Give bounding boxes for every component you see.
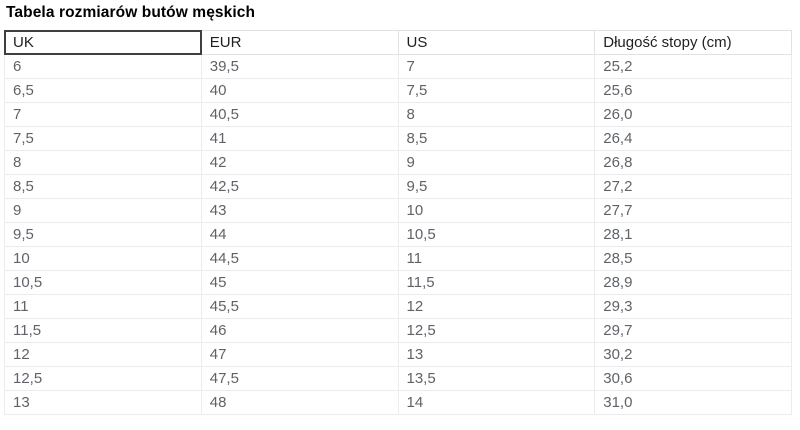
- table-row: [5, 247, 792, 271]
- table-cell-us[interactable]: 9,5: [398, 175, 595, 199]
- table-cell-uk[interactable]: 13: [5, 391, 202, 415]
- size-table: [4, 30, 792, 415]
- table-cell-foot-length-cm[interactable]: 29,7: [595, 319, 792, 343]
- table-cell-eur[interactable]: 40,5: [201, 103, 398, 127]
- table-cell-foot-length-cm[interactable]: 28,9: [595, 271, 792, 295]
- header-row: [5, 31, 792, 55]
- table-cell-foot-length-cm[interactable]: 28,1: [595, 223, 792, 247]
- table-cell-us[interactable]: 9: [398, 151, 595, 175]
- table-cell-uk[interactable]: 12,5: [5, 367, 202, 391]
- table-row: [5, 343, 792, 367]
- table-cell-us[interactable]: 7,5: [398, 79, 595, 103]
- table-cell-eur[interactable]: 44,5: [201, 247, 398, 271]
- table-cell-us[interactable]: 12,5: [398, 319, 595, 343]
- table-row: [5, 175, 792, 199]
- table-row: [5, 319, 792, 343]
- table-cell-eur[interactable]: 43: [201, 199, 398, 223]
- table-cell-eur[interactable]: 45,5: [201, 295, 398, 319]
- table-cell-foot-length-cm[interactable]: 26,4: [595, 127, 792, 151]
- table-cell-foot-length-cm[interactable]: 28,5: [595, 247, 792, 271]
- column-header-uk[interactable]: UK: [5, 31, 202, 55]
- table-cell-us[interactable]: 11: [398, 247, 595, 271]
- column-header-us[interactable]: US: [398, 31, 595, 55]
- table-cell-foot-length-cm[interactable]: 27,7: [595, 199, 792, 223]
- table-cell-uk[interactable]: 11: [5, 295, 202, 319]
- table-cell-uk[interactable]: 6: [5, 55, 202, 79]
- table-cell-uk[interactable]: 11,5: [5, 319, 202, 343]
- table-row: [5, 367, 792, 391]
- table-cell-uk[interactable]: 8,5: [5, 175, 202, 199]
- table-cell-uk[interactable]: 9,5: [5, 223, 202, 247]
- table-cell-us[interactable]: 13: [398, 343, 595, 367]
- table-cell-eur[interactable]: 46: [201, 319, 398, 343]
- table-cell-us[interactable]: 12: [398, 295, 595, 319]
- table-cell-eur[interactable]: 41: [201, 127, 398, 151]
- table-cell-foot-length-cm[interactable]: 25,2: [595, 55, 792, 79]
- table-cell-eur[interactable]: 47: [201, 343, 398, 367]
- table-cell-uk[interactable]: 10: [5, 247, 202, 271]
- table-cell-us[interactable]: 14: [398, 391, 595, 415]
- table-cell-eur[interactable]: 42: [201, 151, 398, 175]
- table-row: [5, 271, 792, 295]
- table-cell-foot-length-cm[interactable]: 30,2: [595, 343, 792, 367]
- table-cell-foot-length-cm[interactable]: 31,0: [595, 391, 792, 415]
- table-cell-us[interactable]: 7: [398, 55, 595, 79]
- table-cell-uk[interactable]: 7: [5, 103, 202, 127]
- table-cell-us[interactable]: 8,5: [398, 127, 595, 151]
- table-cell-eur[interactable]: 40: [201, 79, 398, 103]
- table-cell-uk[interactable]: 9: [5, 199, 202, 223]
- table-cell-foot-length-cm[interactable]: 29,3: [595, 295, 792, 319]
- page-title: Tabela rozmiarów butów męskich: [6, 4, 256, 21]
- table-cell-foot-length-cm[interactable]: 27,2: [595, 175, 792, 199]
- table-cell-eur[interactable]: 42,5: [201, 175, 398, 199]
- table-cell-foot-length-cm[interactable]: 26,8: [595, 151, 792, 175]
- table-row: [5, 127, 792, 151]
- table-cell-us[interactable]: 11,5: [398, 271, 595, 295]
- table-cell-eur[interactable]: 44: [201, 223, 398, 247]
- column-header-foot-length-cm[interactable]: Długość stopy (cm): [595, 31, 792, 55]
- table-cell-uk[interactable]: 6,5: [5, 79, 202, 103]
- table-row: [5, 199, 792, 223]
- table-cell-us[interactable]: 10,5: [398, 223, 595, 247]
- table-cell-us[interactable]: 10: [398, 199, 595, 223]
- column-header-eur[interactable]: EUR: [201, 31, 398, 55]
- table-cell-foot-length-cm[interactable]: 26,0: [595, 103, 792, 127]
- table-row: [5, 223, 792, 247]
- table-cell-uk[interactable]: 8: [5, 151, 202, 175]
- table-row: [5, 391, 792, 415]
- table-row: [5, 295, 792, 319]
- table-row: [5, 79, 792, 103]
- table-row: [5, 55, 792, 79]
- table-cell-foot-length-cm[interactable]: 30,6: [595, 367, 792, 391]
- table-cell-uk[interactable]: 7,5: [5, 127, 202, 151]
- table-cell-uk[interactable]: 12: [5, 343, 202, 367]
- table-cell-eur[interactable]: 47,5: [201, 367, 398, 391]
- table-cell-foot-length-cm[interactable]: 25,6: [595, 79, 792, 103]
- table-cell-eur[interactable]: 45: [201, 271, 398, 295]
- table-cell-us[interactable]: 8: [398, 103, 595, 127]
- table-cell-uk[interactable]: 10,5: [5, 271, 202, 295]
- table-cell-eur[interactable]: 48: [201, 391, 398, 415]
- table-cell-us[interactable]: 13,5: [398, 367, 595, 391]
- table-row: [5, 151, 792, 175]
- table-row: [5, 103, 792, 127]
- table-cell-eur[interactable]: 39,5: [201, 55, 398, 79]
